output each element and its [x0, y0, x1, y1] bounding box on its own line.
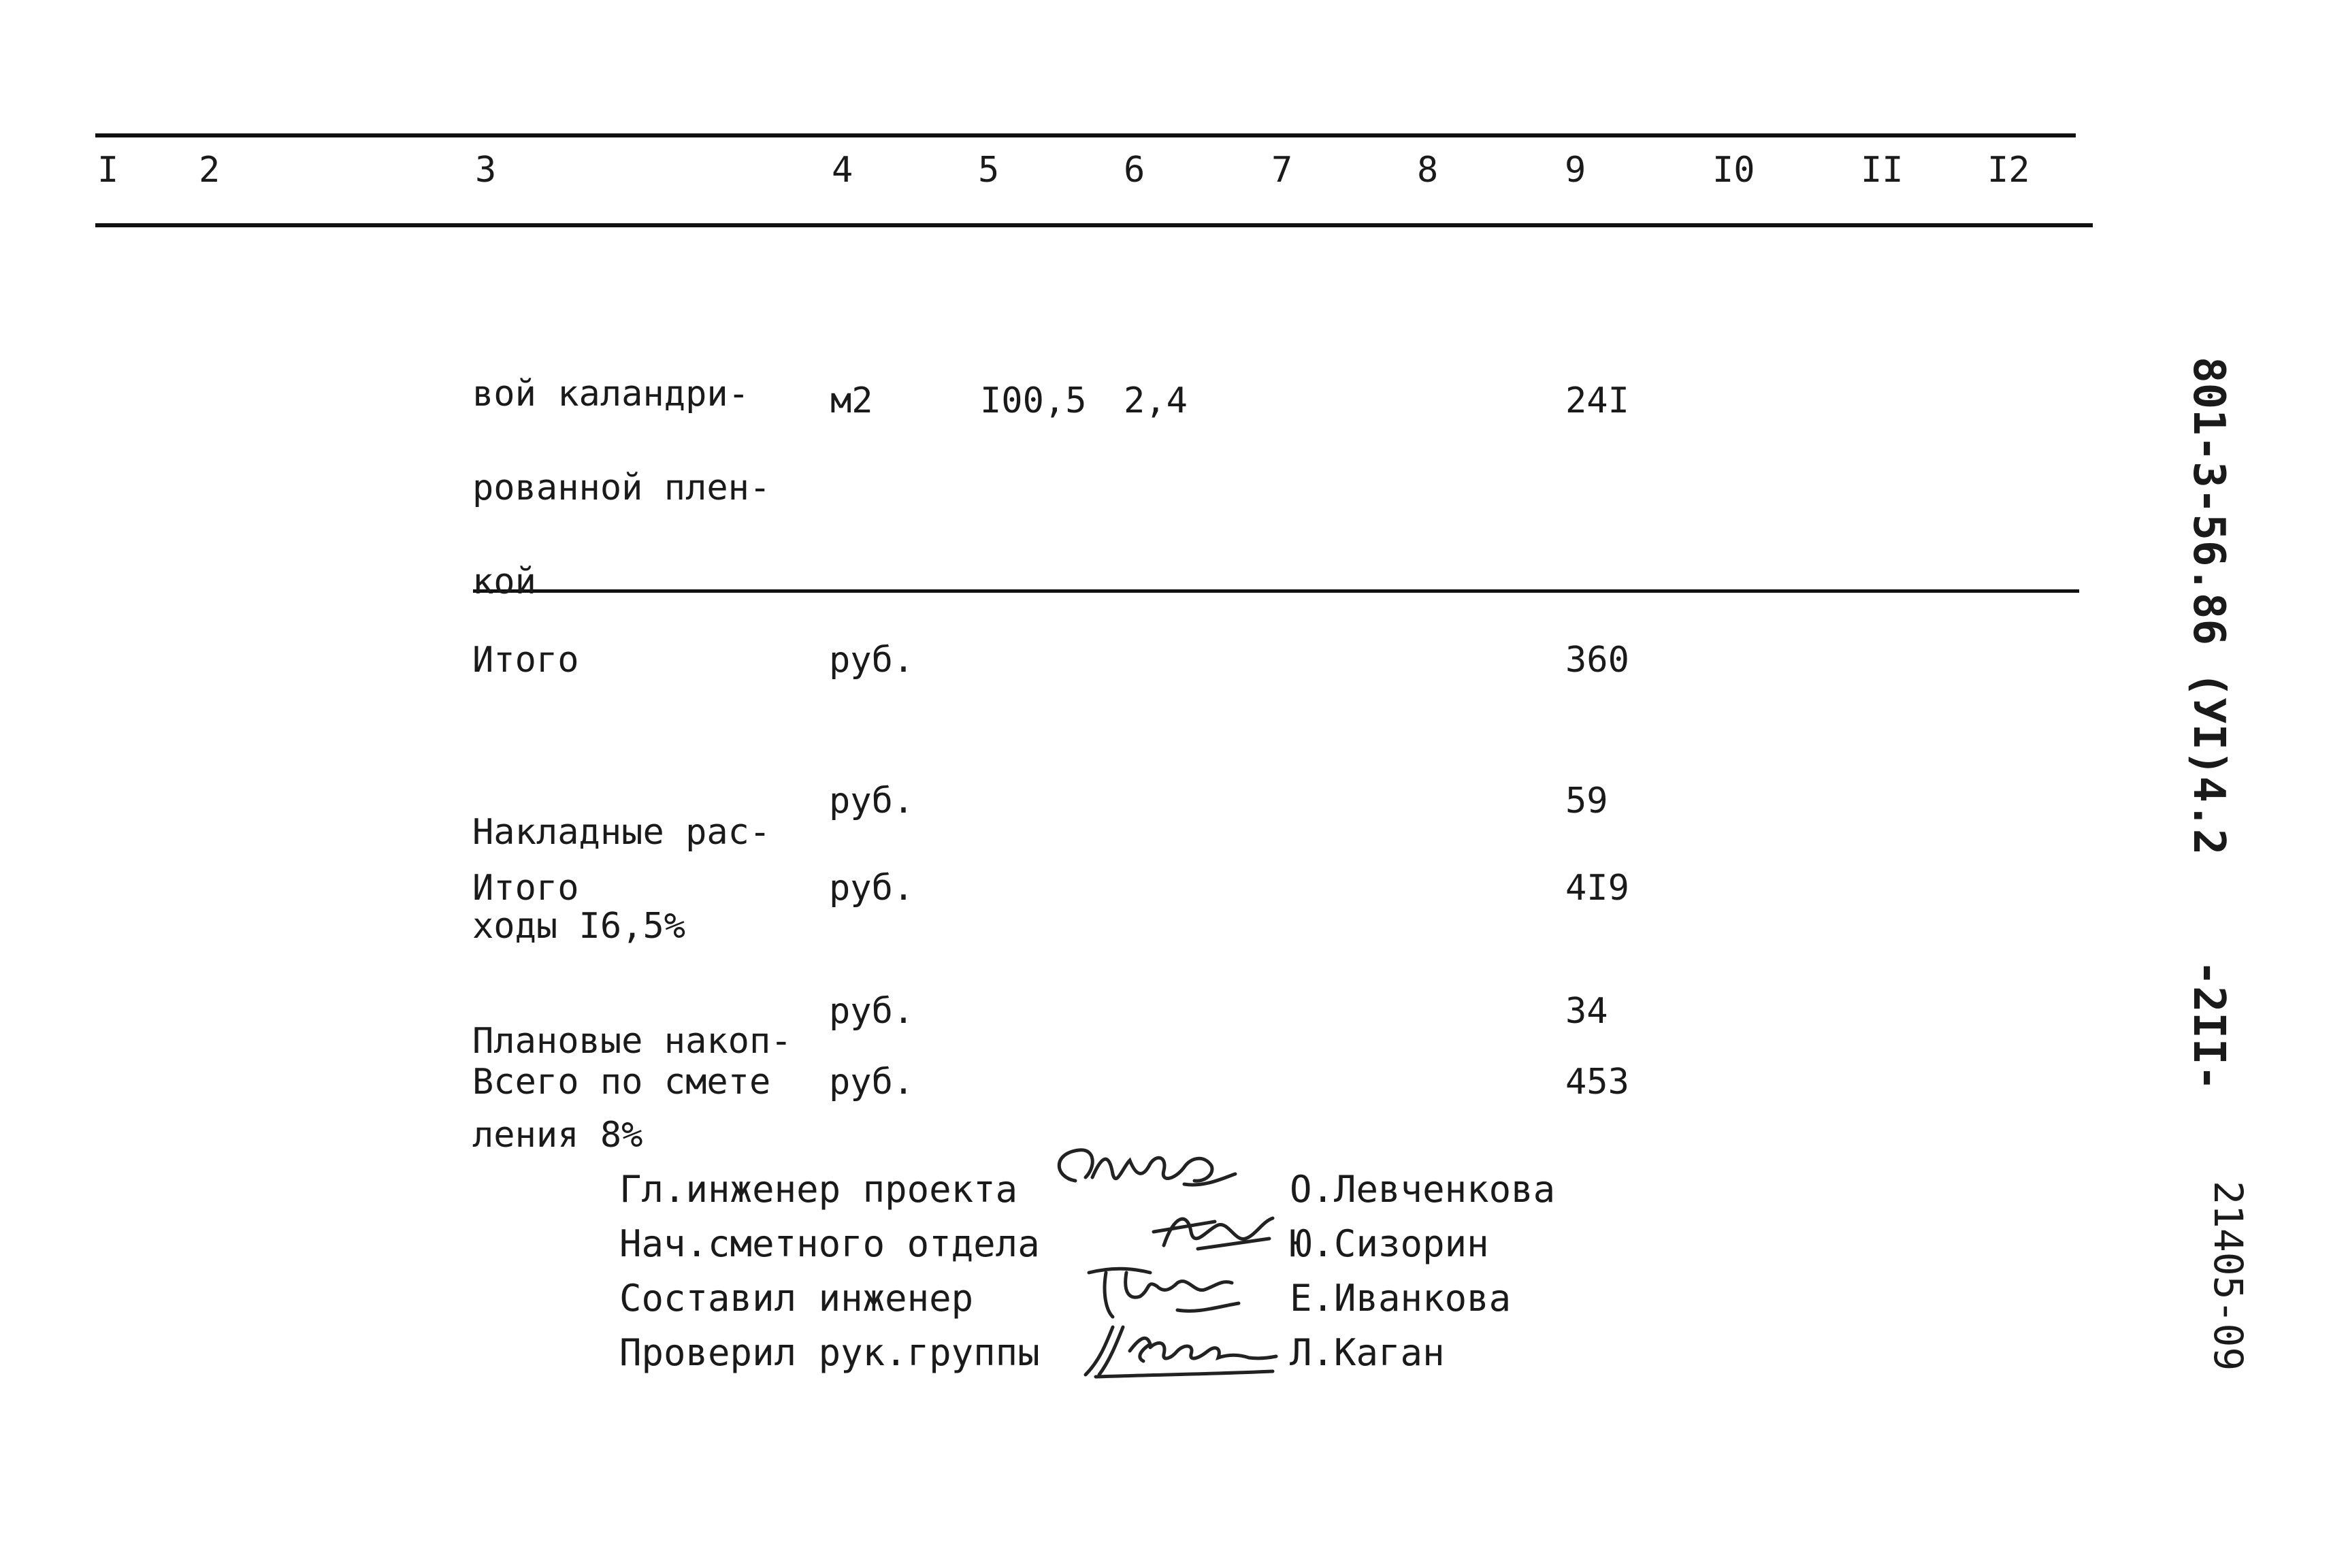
- summary-unit: руб.: [829, 781, 915, 821]
- summary-unit: руб.: [829, 1062, 915, 1102]
- summary-unit: руб.: [829, 640, 915, 681]
- row-quantity: I00,5: [980, 380, 1087, 421]
- summary-unit: руб.: [829, 868, 915, 909]
- signature-role: Составил инженер: [619, 1277, 974, 1320]
- description-line: Плановые накоп-: [472, 1021, 792, 1062]
- column-header-12: I2: [1987, 150, 2030, 191]
- summary-unit: руб.: [829, 991, 915, 1032]
- handwritten-signature: [1048, 1140, 1245, 1208]
- summary-description: Всего по смете: [472, 1062, 771, 1102]
- column-header-10: I0: [1712, 150, 1755, 191]
- summary-amount: 4I9: [1565, 868, 1629, 909]
- description-line: ления 8%: [472, 1115, 643, 1156]
- header-bottom-rule: [95, 223, 2093, 227]
- handwritten-signature: [1075, 1252, 1245, 1327]
- signature-name: Ю.Сизорин: [1290, 1222, 1489, 1265]
- summary-amount: 34: [1565, 991, 1608, 1032]
- document-code-text: 801-3-56.86 (УI)4.2: [2183, 357, 2234, 855]
- column-header-5: 5: [978, 150, 1000, 191]
- summary-description: Итого: [472, 868, 579, 909]
- description-line: рованной плен-: [472, 468, 771, 508]
- column-header-3: 3: [475, 150, 497, 191]
- signature-role: Нач.сметного отдела: [619, 1222, 1040, 1265]
- column-header-4: 4: [832, 150, 853, 191]
- summary-description: Итого: [472, 640, 579, 681]
- document-code: [2137, 252, 2280, 1091]
- description-line: Накладные рас-: [472, 812, 771, 853]
- handwritten-signature: [1075, 1317, 1279, 1382]
- column-header-7: 7: [1271, 150, 1293, 191]
- summary-amount: 59: [1565, 781, 1608, 821]
- column-header-2: 2: [199, 150, 221, 191]
- row-description: [472, 316, 770, 660]
- archive-number: 21405-09: [2205, 1181, 2251, 1371]
- summary-amount: 453: [1565, 1062, 1629, 1102]
- row-unit-price: 2,4: [1124, 380, 1188, 421]
- signature-role: Проверил рук.группы: [619, 1331, 1040, 1374]
- table-top-rule: [95, 133, 2076, 137]
- column-header-1: I: [97, 150, 119, 191]
- description-line: ходы I6,5%: [472, 906, 686, 947]
- row-unit: м2: [830, 380, 873, 421]
- description-line: вой каландри-: [472, 374, 749, 414]
- signature-role: Гл.инженер проекта: [619, 1168, 1018, 1211]
- column-header-9: 9: [1565, 150, 1586, 191]
- summary-amount: 360: [1565, 640, 1629, 681]
- column-header-11: II: [1861, 150, 1904, 191]
- description-line: кой: [472, 561, 536, 602]
- column-header-8: 8: [1417, 150, 1439, 191]
- row-total: 24I: [1565, 380, 1629, 421]
- signature-name: Л.Каган: [1290, 1331, 1445, 1374]
- signature-name: О.Левченкова: [1290, 1168, 1556, 1211]
- column-header-6: 6: [1124, 150, 1145, 191]
- page-number: -2II-: [2183, 960, 2234, 1091]
- signature-name: Е.Иванкова: [1290, 1277, 1512, 1320]
